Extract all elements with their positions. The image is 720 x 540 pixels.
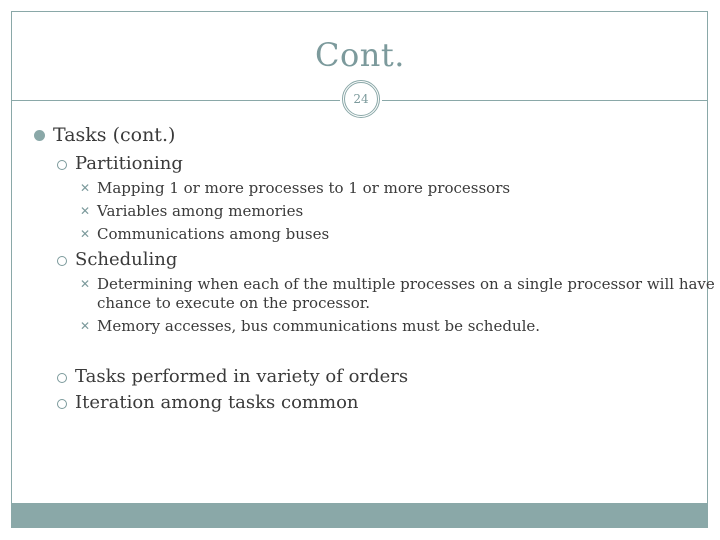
x-mark-bullet-icon: ✕ bbox=[80, 227, 91, 241]
slide-title: Cont. bbox=[315, 36, 405, 74]
bullet-tasks-performed: Tasks performed in variety of orders bbox=[75, 366, 409, 387]
x-mark-bullet-icon: ✕ bbox=[80, 181, 91, 195]
title-divider-right bbox=[382, 100, 707, 101]
page-number-badge bbox=[342, 80, 380, 118]
hollow-circle-bullet-icon bbox=[57, 399, 67, 409]
hollow-circle-bullet-icon bbox=[57, 160, 67, 170]
x-mark-bullet-icon: ✕ bbox=[80, 204, 91, 218]
bullet-mapping: Mapping 1 or more processes to 1 or more processors bbox=[97, 179, 511, 197]
bullet-iteration: Iteration among tasks common bbox=[75, 392, 359, 413]
page-number: 24 bbox=[353, 92, 369, 106]
bullet-partitioning: Partitioning bbox=[75, 153, 183, 174]
bullet-determining-line2: chance to execute on the processor. bbox=[97, 294, 371, 312]
bullet-determining-line1: Determining when each of the multiple processes on a single processor will have bbox=[97, 275, 715, 293]
x-mark-bullet-icon: ✕ bbox=[80, 277, 91, 291]
bullet-tasks: Tasks (cont.) bbox=[53, 124, 176, 146]
bullet-scheduling: Scheduling bbox=[75, 249, 178, 270]
bullet-variables: Variables among memories bbox=[97, 202, 304, 220]
bullet-memory: Memory accesses, bus communications must be schedule. bbox=[97, 317, 541, 335]
title-divider-left bbox=[12, 100, 340, 101]
hollow-circle-bullet-icon bbox=[57, 373, 67, 383]
bullet-communications: Communications among buses bbox=[97, 225, 330, 243]
x-mark-bullet-icon: ✕ bbox=[80, 319, 91, 333]
footer-bar bbox=[12, 503, 708, 527]
filled-circle-bullet-icon bbox=[34, 130, 45, 141]
hollow-circle-bullet-icon bbox=[57, 256, 67, 266]
